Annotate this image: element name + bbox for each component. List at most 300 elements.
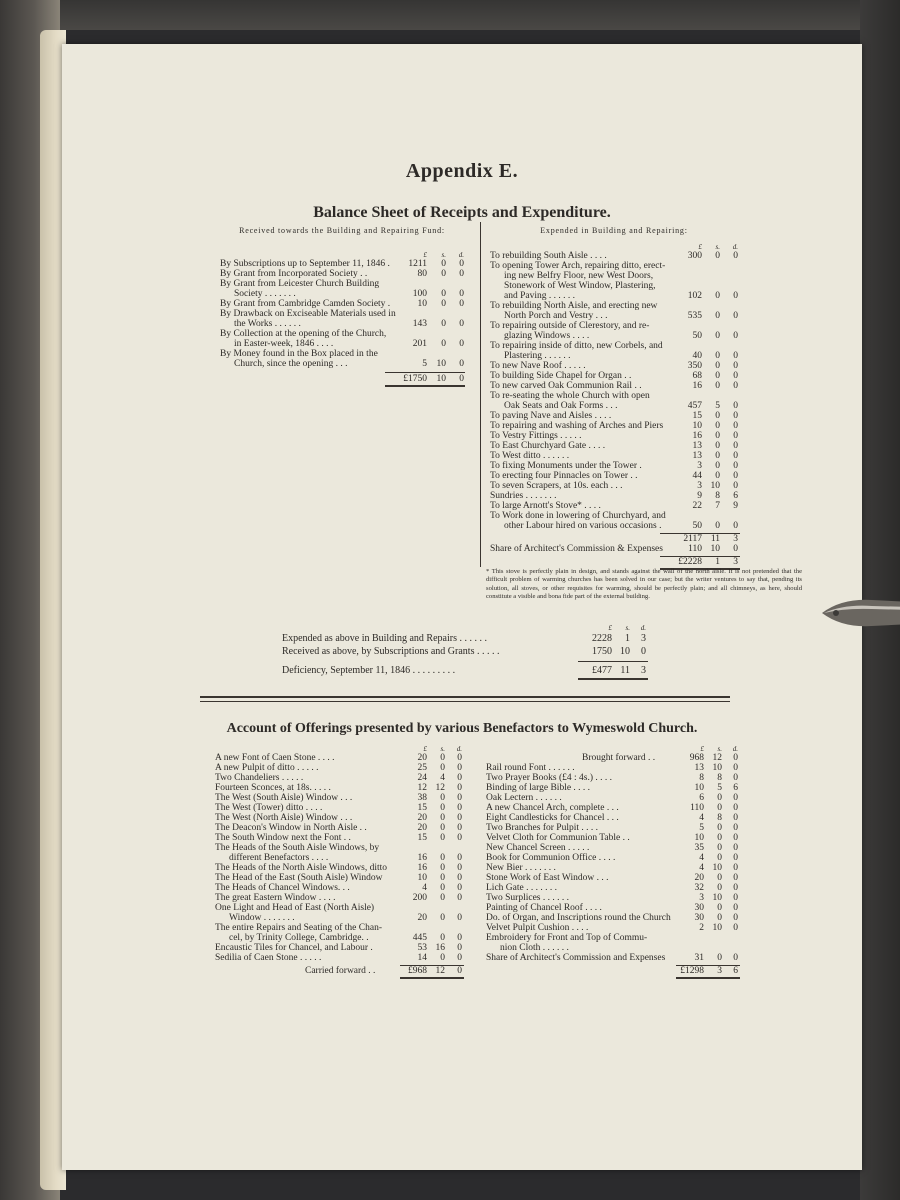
amount-pounds: 13 (694, 763, 704, 773)
amount-pounds: 16 (417, 853, 427, 863)
amount-pence: 0 (733, 251, 738, 261)
ledger-row-text: By Drawback on Exciseable Materials used in (220, 309, 396, 319)
amount-pence: 0 (459, 374, 464, 384)
amount-pounds: 4 (699, 813, 704, 823)
ledger-row (486, 773, 736, 783)
ledger-row-text: A new Chancel Arch, complete . . . (486, 803, 619, 813)
received-total (220, 374, 470, 384)
ledger-row-text: To rebuilding North Aisle, and erecting new (490, 301, 658, 311)
currency-units-row (486, 744, 736, 753)
amount-shillings: 0 (715, 251, 720, 261)
ledger-row (486, 813, 736, 823)
amount-pence: 0 (457, 913, 462, 923)
ledger-row (490, 371, 740, 381)
ledger-row (215, 863, 465, 873)
ledger-row (220, 269, 470, 279)
amount-pounds: 10 (417, 873, 427, 883)
amount-pence: 0 (457, 823, 462, 833)
amount-shillings: 0 (440, 793, 445, 803)
amount-pence: 0 (733, 813, 738, 823)
amount-pence: 0 (733, 441, 738, 451)
amount-pounds: £2228 (678, 557, 702, 567)
amount-pounds: 15 (417, 803, 427, 813)
amount-pounds: 4 (699, 863, 704, 873)
amount-pence: 0 (733, 803, 738, 813)
currency-unit: £ (423, 251, 427, 259)
amount-shillings: 0 (717, 953, 722, 963)
amount-shillings: 0 (717, 843, 722, 853)
ledger-row (215, 773, 465, 783)
ledger-row-text: To East Churchyard Gate . . . . (490, 441, 606, 451)
ledger-row-text: By Collection at the opening of the Church, (220, 329, 387, 339)
amount-shillings: 0 (715, 471, 720, 481)
amount-pounds: 5 (699, 823, 704, 833)
amount-pounds: 4 (699, 853, 704, 863)
amount-pounds: 20 (417, 913, 427, 923)
ledger-row (486, 913, 736, 923)
book-cover-top (60, 0, 900, 30)
amount-pounds: £1750 (403, 374, 427, 384)
ledger-row (215, 783, 465, 793)
ledger-row-text: To opening Tower Arch, repairing ditto, erect- (490, 261, 666, 271)
column-divider (480, 222, 481, 567)
ledger-row-text: A new Pulpit of ditto . . . . . (215, 763, 319, 773)
summary-received (282, 646, 682, 659)
amount-pence: 0 (733, 431, 738, 441)
amount-pence: 0 (457, 833, 462, 843)
amount-shillings: 0 (715, 411, 720, 421)
ledger-row-text: cel, by Trinity College, Cambridge. . (229, 933, 369, 943)
ledger-row (490, 451, 740, 461)
amount-shillings: 8 (717, 813, 722, 823)
amount-pounds: 445 (412, 933, 427, 943)
ledger-row (486, 793, 736, 803)
amount-shillings: 0 (440, 883, 445, 893)
section-rule-bottom (200, 701, 730, 702)
amount-pence: 0 (733, 481, 738, 491)
received-heading: Received towards the Building and Repairing Fund: (239, 226, 445, 235)
amount-pence: 0 (459, 269, 464, 279)
ledger-row (490, 301, 740, 311)
ledger-row-text: Stone Work of East Window . . . (486, 873, 609, 883)
expended-heading: Expended in Building and Repairing: (540, 226, 688, 235)
amount-pounds: 50 (692, 521, 702, 531)
amount-pence: 0 (733, 291, 738, 301)
amount-shillings: 0 (717, 793, 722, 803)
summary-ledger (282, 624, 682, 678)
ledger-row (490, 521, 740, 531)
amount-pence: 6 (733, 491, 738, 501)
ledger-row (215, 793, 465, 803)
amount-pounds: 2 (699, 923, 704, 933)
carried-rule-bottom (400, 977, 464, 979)
ledger-row-text: the Works . . . . . . (234, 319, 301, 329)
amount-pence: 6 (733, 783, 738, 793)
ledger-row-text: Window . . . . . . . (229, 913, 295, 923)
ledger-row-text: Eight Candlesticks for Chancel . . . (486, 813, 619, 823)
deficiency-rule (578, 678, 648, 680)
ledger-row-text: Sedilia of Caen Stone . . . . . (215, 953, 322, 963)
ledger-row-text: The Head of the East (South Aisle) Window (215, 873, 383, 883)
amount-pence: 0 (457, 793, 462, 803)
ledger-row (490, 251, 740, 261)
ledger-row (215, 843, 465, 853)
ledger-row-text: Velvet Cloth for Communion Table . . (486, 833, 630, 843)
amount-pounds: 20 (417, 753, 427, 763)
amount-shillings: 0 (440, 913, 445, 923)
amount-pence: 0 (733, 913, 738, 923)
amount-pence: 9 (733, 501, 738, 511)
amount-pounds: 20 (694, 873, 704, 883)
amount-pounds: 100 (412, 289, 427, 299)
received-ledger (220, 250, 470, 387)
amount-pence: 0 (457, 893, 462, 903)
amount-shillings: 10 (712, 763, 722, 773)
ledger-row-text: The Heads of the South Aisle Windows, by (215, 843, 380, 853)
amount-shillings: 0 (440, 813, 445, 823)
currency-unit: £ (423, 745, 427, 753)
carried-forward-label: Carried forward . . (305, 966, 376, 976)
ledger-row-text: Church, since the opening . . . (234, 359, 348, 369)
ledger-row (486, 823, 736, 833)
amount-pence: 0 (459, 289, 464, 299)
amount-pounds: 457 (687, 401, 702, 411)
amount-pounds: 10 (694, 783, 704, 793)
amount-shillings: 0 (441, 319, 446, 329)
amount-shillings: 10 (712, 893, 722, 903)
amount-shillings: 0 (715, 331, 720, 341)
amount-pounds: 25 (417, 763, 427, 773)
amount-pounds: 350 (687, 361, 702, 371)
amount-pence: 0 (733, 381, 738, 391)
amount-pence: 0 (733, 401, 738, 411)
ledger-row (220, 319, 470, 329)
ledger-row-text: To repairing outside of Clerestory, and re- (490, 321, 650, 331)
currency-unit: s. (441, 251, 446, 259)
currency-unit: s. (717, 745, 722, 753)
ledger-row (486, 853, 736, 863)
amount-pence: 0 (733, 873, 738, 883)
amount-pounds: 16 (417, 863, 427, 873)
amount-pence: 0 (457, 883, 462, 893)
amount-shillings: 12 (435, 966, 445, 976)
ledger-row (486, 953, 736, 963)
amount-pence: 0 (459, 299, 464, 309)
amount-pounds: 44 (692, 471, 702, 481)
ledger-row (486, 843, 736, 853)
ledger-row (220, 309, 470, 319)
ledger-row (215, 913, 465, 923)
ledger-row-text: To seven Scrapers, at 10s. each . . . (490, 481, 623, 491)
amount-pounds: 102 (687, 291, 702, 301)
amount-pence: 0 (733, 421, 738, 431)
ledger-row (490, 341, 740, 351)
architect-commission-row (490, 544, 740, 554)
ledger-row-text: and Paving . . . . . . (504, 291, 575, 301)
amount-pence: 0 (733, 763, 738, 773)
ledger-row (215, 953, 465, 963)
currency-units-row (220, 250, 470, 259)
ledger-row (215, 893, 465, 903)
ledger-row (490, 281, 740, 291)
amount-pounds: 15 (692, 411, 702, 421)
amount-pounds: 13 (692, 451, 702, 461)
ledger-row-text: Rail round Font . . . . . . (486, 763, 575, 773)
amount-shillings: 0 (440, 893, 445, 903)
amount-shillings: 0 (715, 381, 720, 391)
amount-pence: 0 (733, 923, 738, 933)
amount-pounds: 32 (694, 883, 704, 893)
ledger-row (490, 391, 740, 401)
amount-pence: 0 (733, 461, 738, 471)
currency-unit: d. (732, 745, 738, 753)
ledger-row (486, 873, 736, 883)
amount-pence: 0 (733, 331, 738, 341)
ledger-row-text: By Grant from Cambridge Camden Society . (220, 299, 391, 309)
amount-pence: 3 (733, 557, 738, 567)
currency-unit: £ (698, 243, 702, 251)
amount-pence: 0 (457, 783, 462, 793)
ledger-row (490, 511, 740, 521)
ledger-row (486, 863, 736, 873)
ledger-row-text: Share of Architect's Commission and Expenses (486, 953, 666, 963)
amount-pounds: 8 (699, 773, 704, 783)
appendix-title: Appendix E. (405, 160, 519, 182)
ledger-row-text: To rebuilding South Aisle . . . . (490, 251, 607, 261)
ledger-row (490, 361, 740, 371)
amount-pounds: 110 (688, 544, 702, 554)
amount-pence: 0 (733, 843, 738, 853)
ledger-row (220, 339, 470, 349)
amount-shillings: 0 (440, 823, 445, 833)
ledger-row-text: different Benefactors . . . . (229, 853, 329, 863)
ledger-row-text: Do. of Organ, and Inscriptions round the Church (486, 913, 671, 923)
carried-forward-row (215, 966, 465, 978)
currency-unit: s. (715, 243, 720, 251)
ledger-row-text: A new Font of Caen Stone . . . . (215, 753, 335, 763)
ledger-row-text: Oak Lectern . . . . . . (486, 793, 562, 803)
ledger-row-text: Fourteen Sconces, at 18s. . . . . (215, 783, 331, 793)
ledger-row-text: To paving Nave and Aisles . . . . (490, 411, 612, 421)
ledger-row (486, 903, 736, 913)
amount-pounds: 38 (417, 793, 427, 803)
balance-sheet-title: Balance Sheet of Receipts and Expenditure. (313, 204, 611, 221)
ledger-row (215, 763, 465, 773)
summary-expended (282, 633, 682, 646)
ledger-row-text: The entire Repairs and Seating of the Chan- (215, 923, 382, 933)
expended-subtotal-row (490, 534, 740, 544)
ledger-row-text: Two Prayer Books (£4 : 4s.) . . . . (486, 773, 612, 783)
amount-shillings: 10 (710, 481, 720, 491)
amount-pence: 0 (733, 361, 738, 371)
amount-shillings: 0 (717, 853, 722, 863)
amount-shillings: 0 (715, 311, 720, 321)
summary-units-row (282, 624, 682, 633)
amount-pounds: 10 (694, 833, 704, 843)
ledger-row-text: The South Window next the Font . . (215, 833, 351, 843)
ledger-row (215, 903, 465, 913)
amount-pounds: 35 (694, 843, 704, 853)
amount-pence: 0 (457, 943, 462, 953)
amount-pence: 0 (733, 883, 738, 893)
amount-shillings: 0 (441, 339, 446, 349)
section-rule-top (200, 696, 730, 698)
amount-pounds: 16 (692, 381, 702, 391)
amount-shillings: 10 (436, 374, 446, 384)
amount-pence: 0 (457, 773, 462, 783)
amount: 1750 (592, 646, 612, 657)
summary-expended-label: Expended as above in Building and Repairs . . . . . . (282, 633, 487, 644)
amount-pence: 0 (733, 853, 738, 863)
amount: 11 (620, 665, 630, 676)
ledger-row (490, 291, 740, 301)
amount-pence: 0 (457, 933, 462, 943)
ledger-row-text: Two Surplices . . . . . . (486, 893, 569, 903)
ledger-row-text: Embroidery for Front and Top of Commu- (486, 933, 648, 943)
ledger-row-text: To large Arnott's Stove* . . . . (490, 501, 601, 511)
amount-pence: 0 (457, 863, 462, 873)
ledger-row (486, 783, 736, 793)
amount-shillings: 0 (440, 953, 445, 963)
amount-shillings: 0 (715, 351, 720, 361)
amount-shillings: 0 (440, 863, 445, 873)
ledger-row (490, 431, 740, 441)
amount-shillings: 10 (436, 359, 446, 369)
ledger-row (220, 259, 470, 269)
amount-shillings: 4 (440, 773, 445, 783)
summary-deficiency-label: Deficiency, September 11, 1846 . . . . . . . . . (282, 665, 456, 676)
offerings-left-ledger (215, 744, 465, 978)
ledger-row-text: glazing Windows . . . . (504, 331, 590, 341)
amount-shillings: 0 (715, 521, 720, 531)
amount-shillings: 0 (717, 903, 722, 913)
amount-pence: 0 (733, 833, 738, 843)
ledger-row-text: The Heads of Chancel Windows. . . (215, 883, 350, 893)
brought-forward-row (486, 753, 736, 763)
ledger-row (220, 329, 470, 339)
ledger-row (490, 461, 740, 471)
ledger-row-text: By Subscriptions up to September 11, 1846 . (220, 259, 390, 269)
ledger-row-text: Velvet Pulpit Cushion . . . . (486, 923, 589, 933)
ledger-row (490, 311, 740, 321)
amount-pence: 0 (733, 863, 738, 873)
amount-shillings: 0 (715, 441, 720, 451)
amount-pence: 0 (733, 351, 738, 361)
ledger-row (490, 331, 740, 341)
amount-pence: 0 (457, 966, 462, 976)
amount-shillings: 0 (440, 833, 445, 843)
ledger-row-text: Society . . . . . . . (234, 289, 296, 299)
ledger-row-text: Stonework of West Window, Plastering, (504, 281, 656, 291)
ledger-row-text: To repairing inside of ditto, new Corbels, and (490, 341, 663, 351)
amount-pounds: 3 (697, 481, 702, 491)
amount-shillings: 0 (715, 371, 720, 381)
ledger-row-text: Book for Communion Office . . . . (486, 853, 616, 863)
ledger-row-text: The great Eastern Window . . . . (215, 893, 336, 903)
amount-shillings: 10 (710, 544, 720, 554)
amount-shillings: 0 (440, 873, 445, 883)
ledger-row (220, 349, 470, 359)
amount: 3 (641, 633, 646, 644)
amount-shillings: 0 (717, 913, 722, 923)
amount-shillings: 8 (717, 773, 722, 783)
amount-pounds: 20 (417, 813, 427, 823)
ledger-row-text: Oak Seats and Oak Forms . . . (504, 401, 618, 411)
amount-shillings: 0 (440, 803, 445, 813)
ledger-row (220, 299, 470, 309)
amount: 1 (625, 633, 630, 644)
ledger-row (486, 763, 736, 773)
amount-pounds: 10 (692, 421, 702, 431)
ledger-row-text: Lich Gate . . . . . . . (486, 883, 557, 893)
ledger-row (490, 261, 740, 271)
amount-shillings: 0 (440, 763, 445, 773)
amount-pence: 0 (733, 471, 738, 481)
ledger-row (486, 933, 736, 943)
currency-units-row (215, 744, 465, 753)
amount-pounds: £1298 (680, 966, 704, 976)
ledger-row-text: ing new Belfry Floor, new West Doors, (504, 271, 654, 281)
ledger-row-text: Binding of large Bible . . . . (486, 783, 591, 793)
currency-unit: d. (456, 745, 462, 753)
ledger-row (490, 381, 740, 391)
amount-shillings: 8 (715, 491, 720, 501)
amount-pence: 0 (733, 793, 738, 803)
amount-pence: 0 (457, 803, 462, 813)
amount-pence: 0 (733, 893, 738, 903)
stove-footnote: * This stove is perfectly plain in design, and stands against the wall of the north aisle. It is not pretended that the difficult problem of warming churches has been solved in our case; but the writer ventures to say that, pending its solution, all stoves, or other requisites for warming, should be perfectly plain; and all chimneys, as here, should constitute a visible and bona fide part of the external building. (486, 568, 802, 601)
ledger-row (215, 853, 465, 863)
ledger-row (215, 823, 465, 833)
amount-shillings: 11 (710, 534, 720, 544)
amount-pounds: 50 (692, 331, 702, 341)
amount-pence: 0 (733, 823, 738, 833)
amount-pounds: 9 (697, 491, 702, 501)
expended-ledger (490, 242, 740, 569)
ledger-row-text: To re-seating the whole Church with open (490, 391, 650, 401)
ledger-row-text: The Deacon's Window in North Aisle . . (215, 823, 367, 833)
amount-pounds: 30 (694, 903, 704, 913)
amount-pounds: 22 (692, 501, 702, 511)
amount-shillings: 0 (441, 269, 446, 279)
currency-unit: s. (625, 624, 630, 632)
amount: 10 (620, 646, 630, 657)
ledger-row (490, 401, 740, 411)
ledger-row (490, 421, 740, 431)
currency-unit: d. (458, 251, 464, 259)
ledger-row (215, 813, 465, 823)
amount-shillings: 0 (441, 259, 446, 269)
ledger-row (215, 933, 465, 943)
amount-pence: 0 (457, 763, 462, 773)
amount-pence: 0 (457, 813, 462, 823)
amount-shillings: 0 (440, 853, 445, 863)
ledger-row-text: To Vestry Fittings . . . . . (490, 431, 582, 441)
ledger-row (490, 351, 740, 361)
amount-pounds: 6 (699, 793, 704, 803)
amount-pounds: 15 (417, 833, 427, 843)
amount-shillings: 0 (441, 299, 446, 309)
amount-pounds: 31 (694, 953, 704, 963)
ledger-row-text: To new Nave Roof . . . . . (490, 361, 586, 371)
ledger-row (486, 883, 736, 893)
ledger-row-text: By Grant from Leicester Church Building (220, 279, 380, 289)
ledger-row (490, 481, 740, 491)
amount-shillings: 0 (717, 833, 722, 843)
amount-pounds: 20 (417, 823, 427, 833)
brought-forward-label: Brought forward . . (582, 753, 656, 763)
amount-pounds: 201 (412, 339, 427, 349)
